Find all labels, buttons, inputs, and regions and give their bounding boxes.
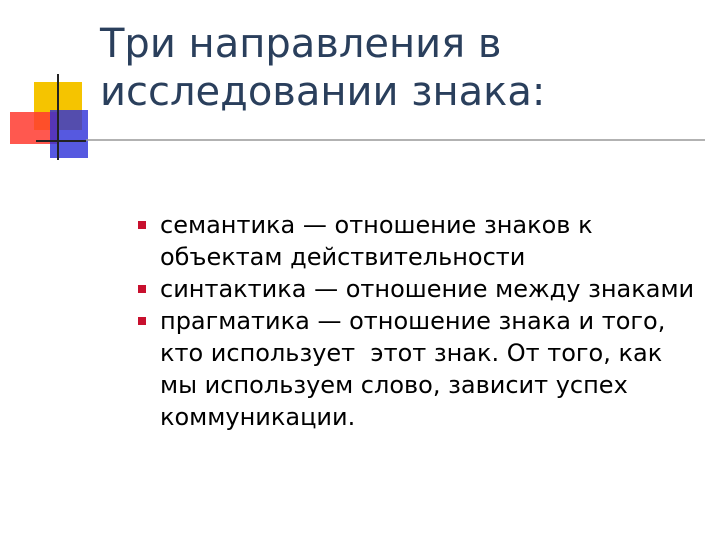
bullet-text-line: прагматика — отношение знака и того, xyxy=(160,307,666,335)
square-bullet-icon xyxy=(138,221,146,229)
slide-title xyxy=(100,20,700,116)
title-line: Три направления в xyxy=(100,21,502,67)
bullet-item-semantics xyxy=(138,209,708,273)
square-bullet-icon xyxy=(138,317,146,325)
bullet-text-line: коммуникации. xyxy=(160,403,356,431)
bullet-text-line: объектам действительности xyxy=(160,243,526,271)
blue-square xyxy=(50,110,88,158)
bullet-item-pragmatics xyxy=(138,305,708,433)
bullet-text-line: семантика — отношение знаков к xyxy=(160,211,593,239)
bullet-item-syntactics xyxy=(138,273,708,305)
title-line: исследовании знака: xyxy=(100,69,546,115)
bullet-text-line: кто использует этот знак. От того, как xyxy=(160,339,663,367)
bullet-list xyxy=(138,209,708,433)
bullet-text-line: синтактика — отношение между знаками xyxy=(160,275,695,303)
bullet-text-line: мы используем слово, зависит успех xyxy=(160,371,628,399)
square-bullet-icon xyxy=(138,285,146,293)
